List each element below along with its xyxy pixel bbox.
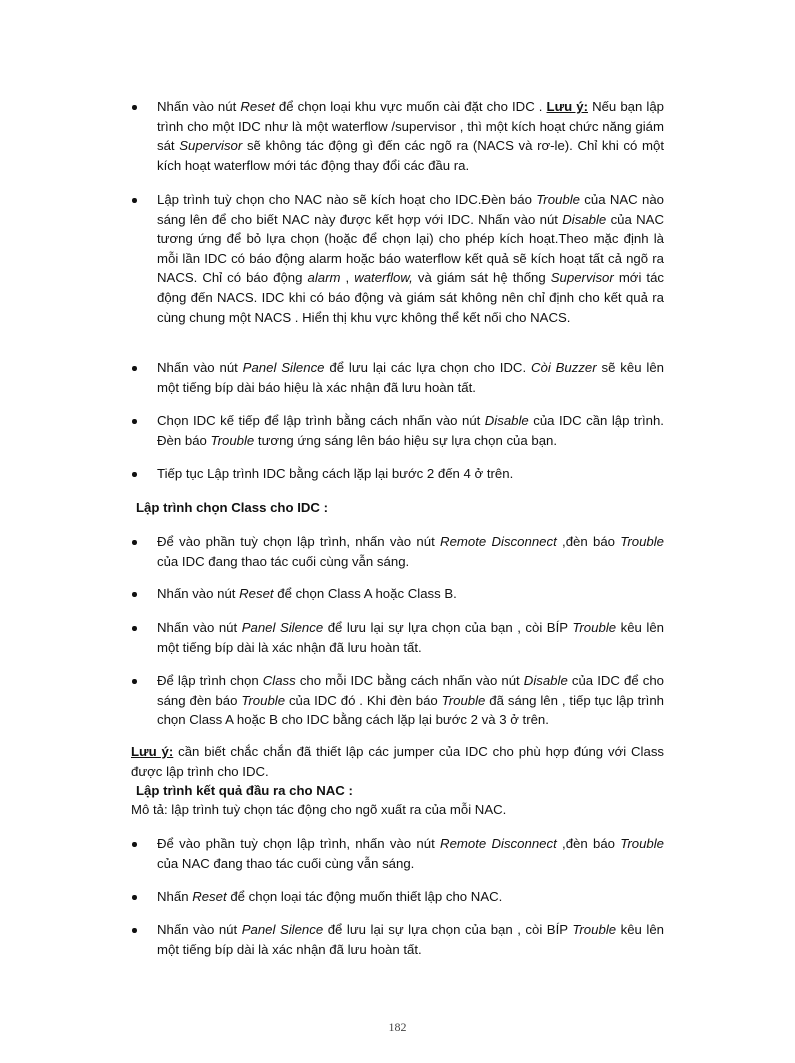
note-label: Lưu ý: [546, 99, 588, 114]
bullet-icon [132, 679, 137, 684]
bullet-icon [132, 366, 137, 371]
list-item: Nhấn vào nút Panel Silence để lưu lại sự lựa chọn của bạn , còi BÍP Trouble kêu lên một tiếng bíp dài là xác nhận đã lưu hoàn tất. [131, 618, 664, 657]
bullet-icon [132, 540, 137, 545]
description: Mô tả: lập trình tuỳ chọn tác động cho ngõ xuất ra của mỗi NAC. [131, 802, 507, 817]
note-paragraph: Lưu ý: cần biết chắc chắn đã thiết lập các jumper của IDC cho phù hợp đúng với Class được lập trình cho IDC. [131, 744, 665, 779]
list-item: Tiếp tục Lập trình IDC bằng cách lặp lại bước 2 đến 4 ở trên. [131, 464, 664, 484]
bullet-icon [132, 419, 137, 424]
bullet-icon [132, 198, 137, 203]
bullet-icon [132, 626, 137, 631]
section-heading: Lập trình chọn Class cho IDC : [136, 500, 328, 515]
note-label: Lưu ý: [131, 744, 174, 759]
section-heading: Lập trình kết quả đầu ra cho NAC : [136, 783, 353, 798]
bullet-icon [132, 105, 137, 110]
bullet-icon [132, 895, 137, 900]
list-item: Nhấn vào nút Panel Silence để lưu lại sự lựa chọn của bạn , còi BÍP Trouble kêu lên một tiếng bíp dài là xác nhận đã lưu hoàn tất. [131, 920, 664, 959]
list-item: Nhấn vào nút Panel Silence để lưu lại các lựa chọn cho IDC. Còi Buzzer sẽ kêu lên một tiếng bíp dài báo hiệu là xác nhận đã lưu hoàn tất. [131, 358, 664, 397]
list-item: Để vào phần tuỳ chọn lập trình, nhấn vào nút Remote Disconnect ,đèn báo Trouble của IDC đang thao tác cuối cùng vẫn sáng. [131, 532, 664, 571]
bullet-icon [132, 472, 137, 477]
list-item: Nhấn vào nút Reset để chọn loại khu vực muốn cài đặt cho IDC . Lưu ý: Nếu bạn lập trình cho một IDC như là một waterflow /supervisor , thì một kích hoạt chức năng giám sát Supervisor sẽ không tác động gì đến các ngõ ra (NACS và rơ-le). Chỉ khi có một kích hoạt waterflow mới tác động thay đổi các đầu ra. [131, 97, 664, 175]
list-item: Nhấn vào nút Reset để chọn Class A hoặc Class B. [131, 584, 664, 604]
list-item: Để lập trình chọn Class cho mỗi IDC bằng cách nhấn vào nút Disable của IDC để cho sáng đèn báo Trouble của IDC đó . Khi đèn báo Trouble đã sáng lên , tiếp tục lập trình chọn Class A hoặc B cho IDC bằng cách lặp lại bước 2 và 3 ở trên. [131, 671, 664, 730]
bullet-icon [132, 928, 137, 933]
list-item: Nhấn Reset để chọn loại tác động muốn thiết lập cho NAC. [131, 887, 664, 907]
list-item: Lập trình tuỳ chọn cho NAC nào sẽ kích hoạt cho IDC.Đèn báo Trouble của NAC nào sáng lên để cho biết NAC này được kết hợp với IDC. Nhấn vào nút Disable của NAC tương ứng để bỏ lựa chọn (hoặc để chọn lại) cho phép kích hoạt.Theo mặc định là mỗi lần IDC có báo động alarm hoặc báo waterflow kết quả sẽ kích hoạt tất cả ngõ ra NACS. Chỉ có báo động alarm , waterflow, và giám sát hệ thống Supervisor mới tác động đến NACS. IDC khi có báo động và giám sát không nên chỉ định cho kết quả ra cùng chung một NACS . Hiển thị khu vực không thể kết nối cho NACS. [131, 190, 664, 327]
bullet-icon [132, 592, 137, 597]
bullet-icon [132, 842, 137, 847]
list-item: Để vào phần tuỳ chọn lập trình, nhấn vào nút Remote Disconnect ,đèn báo Trouble của NAC đang thao tác cuối cùng vẫn sáng. [131, 834, 664, 873]
page-number: 182 [388, 1020, 407, 1034]
list-item: Chọn IDC kế tiếp để lập trình bằng cách nhấn vào nút Disable của IDC cần lập trình. Đèn báo Trouble tương ứng sáng lên báo hiệu sự lựa chọn của bạn. [131, 411, 664, 450]
